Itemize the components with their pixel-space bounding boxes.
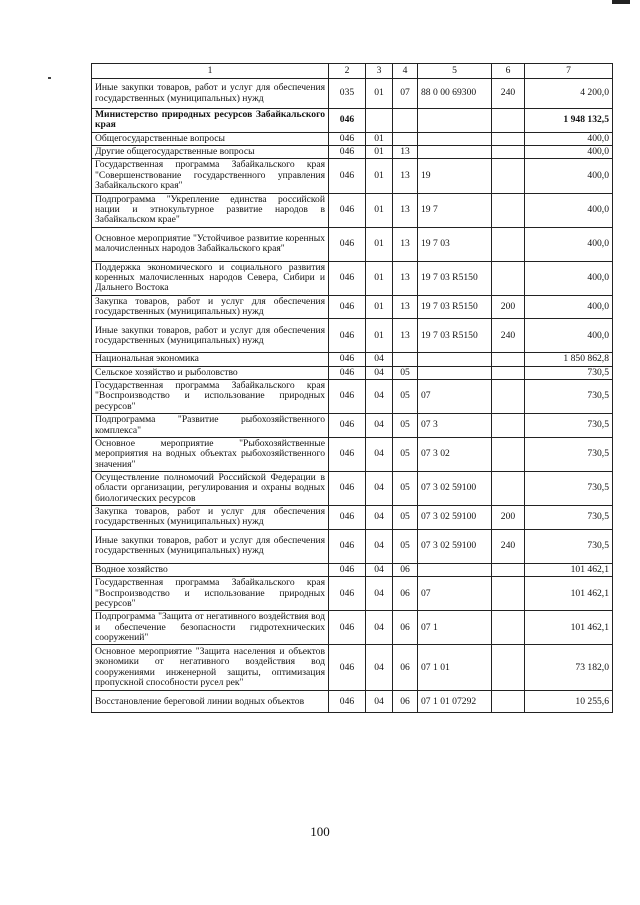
subsection-code-cell: 05 [393,506,418,530]
amount-cell: 101 462,1 [525,563,613,576]
row-name-cell: Подпрограмма "Развитие рыбохозяйственного комплекса" [92,414,329,438]
table-row [92,146,613,159]
section-code-cell: 01 [366,146,393,159]
expense-type-cell [492,261,525,295]
amount-cell: 730,5 [525,506,613,530]
section-code-cell: 04 [366,645,393,691]
row-name-cell: Иные закупки товаров, работ и услуг для обеспечения государственных (муниципальных) нужд [92,529,329,563]
ministry-code-cell: 046 [329,193,366,227]
expense-type-cell [492,193,525,227]
amount-cell: 400,0 [525,193,613,227]
table-row [92,319,613,353]
subsection-code-cell: 13 [393,159,418,193]
target-article-cell: 19 7 [418,193,492,227]
table-body [92,79,613,713]
ministry-code-cell: 046 [329,380,366,414]
table-row [92,380,613,414]
target-article-cell [418,146,492,159]
table-row [92,261,613,295]
expense-type-cell: 240 [492,529,525,563]
section-code-cell: 01 [366,261,393,295]
subsection-code-cell: 13 [393,261,418,295]
ministry-code-cell: 046 [329,319,366,353]
row-name-cell: Национальная экономика [92,353,329,366]
target-article-cell: 07 1 [418,611,492,645]
table-row [92,506,613,530]
section-code-cell: 01 [366,193,393,227]
header-col-7: 7 [525,64,613,79]
expense-type-cell [492,159,525,193]
ministry-code-cell: 046 [329,353,366,366]
target-article-cell: 07 3 02 [418,437,492,471]
row-name-cell: Основное мероприятие "Устойчивое развитие коренных малочисленных народов Забайкальского края" [92,227,329,261]
row-name-cell: Закупка товаров, работ и услуг для обеспечения государственных (муниципальных) нужд [92,506,329,530]
ministry-code-cell: 046 [329,506,366,530]
expense-type-cell [492,353,525,366]
ministry-code-cell: 046 [329,529,366,563]
section-code-cell: 04 [366,506,393,530]
row-name-cell: Государственная программа Забайкальского края "Совершенствование государственного управления Забайкальского края" [92,159,329,193]
target-article-cell: 07 3 [418,414,492,438]
table-row [92,193,613,227]
page-number: 100 [310,824,330,839]
expense-type-cell: 200 [492,506,525,530]
expense-type-cell [492,414,525,438]
ministry-code-cell: 046 [329,414,366,438]
target-article-cell: 07 3 02 59100 [418,529,492,563]
target-article-cell [418,563,492,576]
target-article-cell: 19 7 03 R5150 [418,295,492,319]
amount-cell: 730,5 [525,414,613,438]
ministry-code-cell: 046 [329,261,366,295]
ministry-code-cell: 046 [329,437,366,471]
table-row [92,295,613,319]
amount-cell: 400,0 [525,295,613,319]
amount-cell: 400,0 [525,261,613,295]
amount-cell: 10 255,6 [525,691,613,713]
subsection-code-cell: 06 [393,611,418,645]
amount-cell: 1 948 132,5 [525,109,613,133]
subsection-code-cell [393,132,418,145]
table-row [92,437,613,471]
ministry-code-cell: 046 [329,645,366,691]
expense-type-cell [492,471,525,505]
expense-type-cell [492,109,525,133]
subsection-code-cell [393,109,418,133]
subsection-code-cell: 06 [393,645,418,691]
expense-type-cell [492,645,525,691]
section-code-cell: 04 [366,353,393,366]
amount-cell: 730,5 [525,366,613,379]
section-code-cell: 01 [366,159,393,193]
ministry-code-cell: 046 [329,611,366,645]
target-article-cell [418,109,492,133]
ministry-code-cell: 046 [329,366,366,379]
section-code-cell: 04 [366,366,393,379]
amount-cell: 1 850 862,8 [525,353,613,366]
row-name-cell: Министерство природных ресурсов Забайкальского края [92,109,329,133]
table-row [92,691,613,713]
expense-type-cell [492,691,525,713]
table-header-row [92,64,613,79]
target-article-cell: 19 [418,159,492,193]
expense-type-cell: 240 [492,79,525,109]
expense-type-cell [492,380,525,414]
expense-type-cell [492,132,525,145]
section-code-cell: 01 [366,79,393,109]
table-row [92,132,613,145]
budget-table [91,63,613,713]
ministry-code-cell: 046 [329,109,366,133]
amount-cell: 730,5 [525,529,613,563]
amount-cell: 730,5 [525,437,613,471]
header-col-6: 6 [492,64,525,79]
target-article-cell: 07 [418,577,492,611]
ministry-code-cell: 046 [329,146,366,159]
section-code-cell: 01 [366,132,393,145]
ministry-code-cell: 046 [329,471,366,505]
table-row [92,227,613,261]
section-code-cell: 01 [366,295,393,319]
amount-cell: 400,0 [525,146,613,159]
target-article-cell: 19 7 03 R5150 [418,261,492,295]
amount-cell: 400,0 [525,132,613,145]
section-code-cell: 01 [366,227,393,261]
amount-cell: 400,0 [525,319,613,353]
subsection-code-cell: 05 [393,471,418,505]
section-code-cell: 04 [366,611,393,645]
row-name-cell: Осуществление полномочий Российской Федерации в области организации, регулирования и охраны водных биологических ресурсов [92,471,329,505]
expense-type-cell [492,366,525,379]
section-code-cell: 04 [366,380,393,414]
table-row [92,79,613,109]
subsection-code-cell: 06 [393,691,418,713]
ministry-code-cell: 046 [329,132,366,145]
ministry-code-cell: 046 [329,577,366,611]
subsection-code-cell: 13 [393,146,418,159]
table-row [92,645,613,691]
ministry-code-cell: 035 [329,79,366,109]
target-article-cell: 19 7 03 [418,227,492,261]
subsection-code-cell: 06 [393,577,418,611]
row-name-cell: Подпрограмма "Укрепление единства российской нации и этнокультурное развитие народов в Забайкальском крае" [92,193,329,227]
amount-cell: 730,5 [525,380,613,414]
expense-type-cell [492,146,525,159]
row-name-cell: Поддержка экономического и социального развития коренных малочисленных народов Севера, Сибири и Дальнего Востока [92,261,329,295]
row-name-cell: Другие общегосударственные вопросы [92,146,329,159]
section-code-cell: 04 [366,691,393,713]
header-col-5: 5 [418,64,492,79]
section-code-cell: 04 [366,437,393,471]
section-code-cell: 04 [366,414,393,438]
subsection-code-cell: 05 [393,437,418,471]
row-name-cell: Государственная программа Забайкальского края "Воспроизводство и использование природных ресурсов" [92,577,329,611]
table-row [92,471,613,505]
ministry-code-cell: 046 [329,159,366,193]
amount-cell: 400,0 [525,227,613,261]
header-col-4: 4 [393,64,418,79]
table-row [92,529,613,563]
expense-type-cell [492,611,525,645]
expense-type-cell [492,437,525,471]
row-name-cell: Основное мероприятие "Рыбохозяйственные мероприятия на водных объектах рыбохозяйственного значения" [92,437,329,471]
amount-cell: 400,0 [525,159,613,193]
amount-cell: 101 462,1 [525,611,613,645]
target-article-cell [418,353,492,366]
row-name-cell: Восстановление береговой линии водных объектов [92,691,329,713]
subsection-code-cell: 05 [393,366,418,379]
scan-artifact-mark [612,0,630,4]
table-row [92,577,613,611]
table-row [92,563,613,576]
table-row [92,109,613,133]
scan-artifact-dot [48,77,51,79]
target-article-cell [418,132,492,145]
ministry-code-cell: 046 [329,295,366,319]
subsection-code-cell: 13 [393,319,418,353]
subsection-code-cell: 13 [393,193,418,227]
section-code-cell: 04 [366,577,393,611]
subsection-code-cell: 05 [393,529,418,563]
expense-type-cell [492,227,525,261]
expense-type-cell [492,577,525,611]
header-col-2: 2 [329,64,366,79]
expense-type-cell: 240 [492,319,525,353]
target-article-cell: 88 0 00 69300 [418,79,492,109]
ministry-code-cell: 046 [329,563,366,576]
target-article-cell: 07 1 01 [418,645,492,691]
subsection-code-cell: 13 [393,295,418,319]
expense-type-cell [492,563,525,576]
section-code-cell: 04 [366,471,393,505]
row-name-cell: Сельское хозяйство и рыболовство [92,366,329,379]
subsection-code-cell [393,353,418,366]
amount-cell: 4 200,0 [525,79,613,109]
ministry-code-cell: 046 [329,227,366,261]
row-name-cell: Государственная программа Забайкальского края "Воспроизводство и использование природных ресурсов" [92,380,329,414]
expense-type-cell: 200 [492,295,525,319]
subsection-code-cell: 13 [393,227,418,261]
section-code-cell [366,109,393,133]
target-article-cell: 19 7 03 R5150 [418,319,492,353]
row-name-cell: Водное хозяйство [92,563,329,576]
row-name-cell: Иные закупки товаров, работ и услуг для обеспечения государственных (муниципальных) нужд [92,79,329,109]
ministry-code-cell: 046 [329,691,366,713]
table-row [92,353,613,366]
subsection-code-cell: 06 [393,563,418,576]
row-name-cell: Иные закупки товаров, работ и услуг для обеспечения государственных (муниципальных) нужд [92,319,329,353]
table-row [92,159,613,193]
subsection-code-cell: 07 [393,79,418,109]
amount-cell: 101 462,1 [525,577,613,611]
section-code-cell: 04 [366,529,393,563]
table-row [92,611,613,645]
row-name-cell: Основное мероприятие "Защита населения и объектов экономики от негативного воздействия вод сооружениями инженерной защиты, оптимизация пропускной способности русел рек" [92,645,329,691]
section-code-cell: 01 [366,319,393,353]
target-article-cell: 07 [418,380,492,414]
row-name-cell: Подпрограмма "Защита от негативного воздействия вод и обеспечение безопасности гидротехнических сооружений" [92,611,329,645]
subsection-code-cell: 05 [393,414,418,438]
subsection-code-cell: 05 [393,380,418,414]
row-name-cell: Закупка товаров, работ и услуг для обеспечения государственных (муниципальных) нужд [92,295,329,319]
row-name-cell: Общегосударственные вопросы [92,132,329,145]
amount-cell: 73 182,0 [525,645,613,691]
header-col-3: 3 [366,64,393,79]
header-col-1: 1 [92,64,329,79]
target-article-cell: 07 3 02 59100 [418,506,492,530]
section-code-cell: 04 [366,563,393,576]
amount-cell: 730,5 [525,471,613,505]
target-article-cell [418,366,492,379]
table-row [92,366,613,379]
target-article-cell: 07 3 02 59100 [418,471,492,505]
table-row [92,414,613,438]
target-article-cell: 07 1 01 07292 [418,691,492,713]
